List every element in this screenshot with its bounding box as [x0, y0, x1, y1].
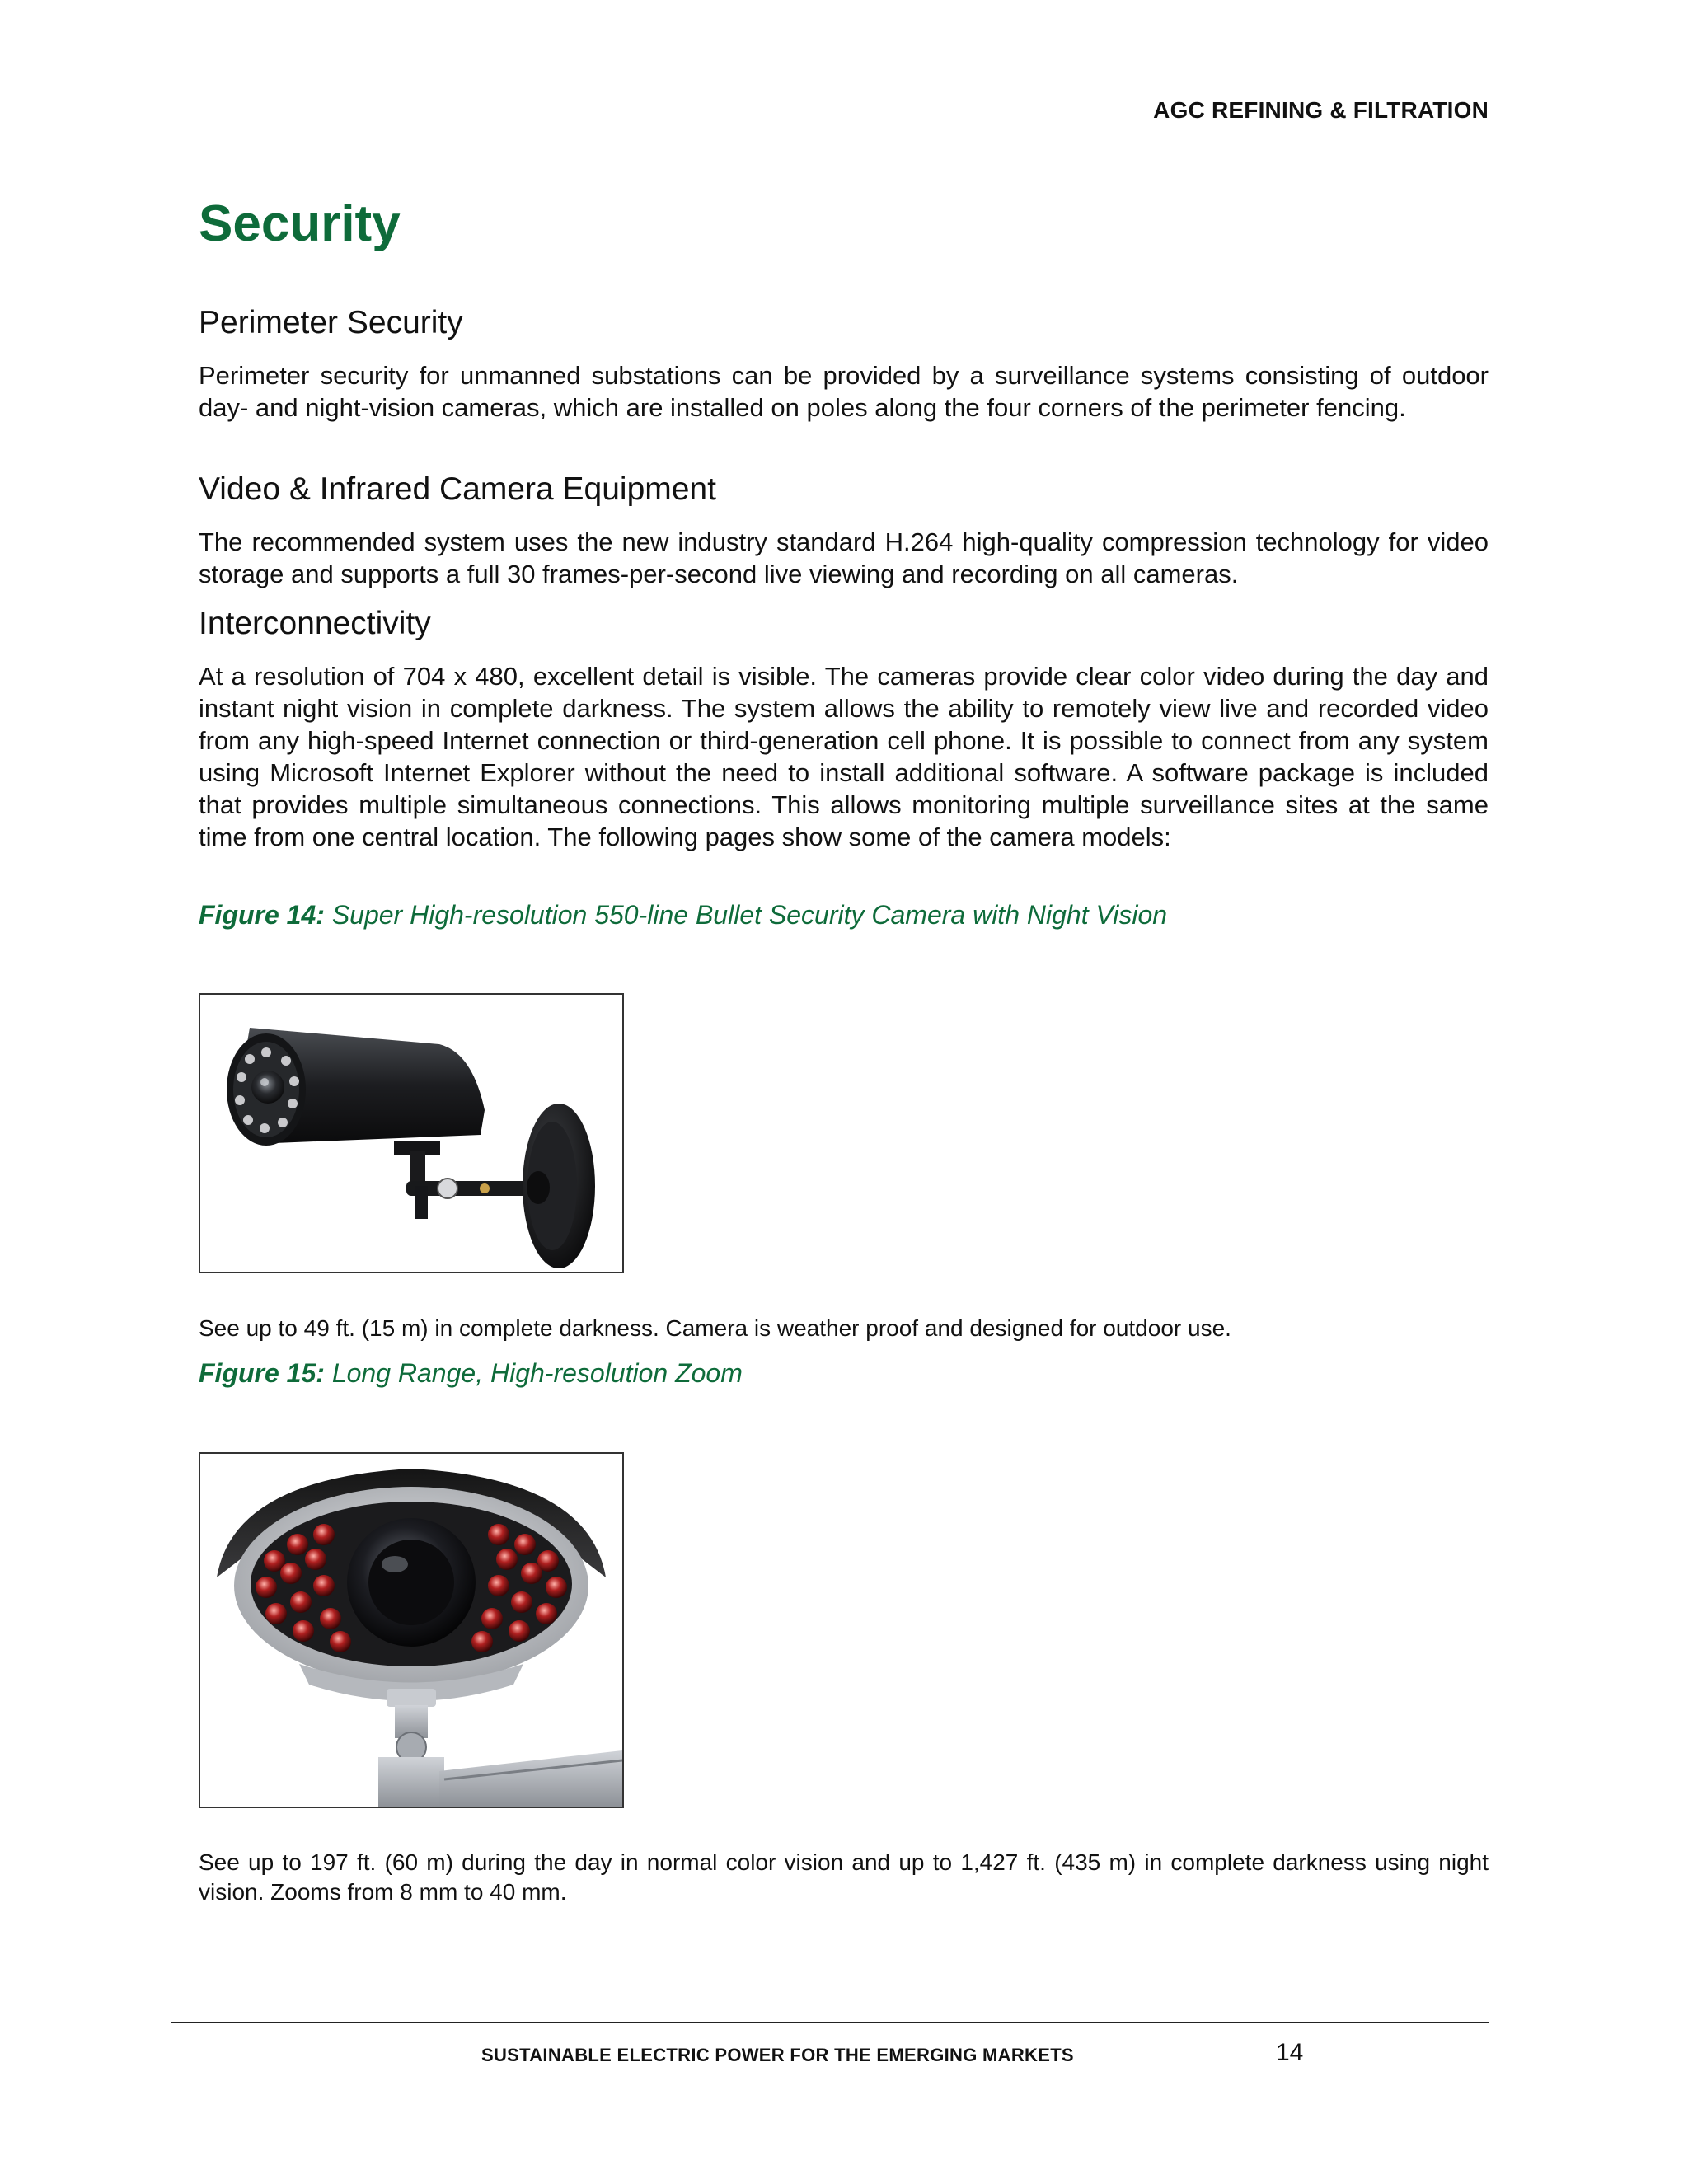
- figure-14-note: See up to 49 ft. (15 m) in complete darkness. Camera is weather proof and designed for outdoor use.: [199, 1315, 1231, 1341]
- section-body-perimeter: Perimeter security for unmanned substations can be provided by a surveillance systems consisting of outdoor day- and night-vision cameras, which are installed on poles along the four corners of the perimeter fencing.: [199, 361, 1489, 422]
- bullet-camera-image: [199, 993, 624, 1273]
- page-number: 14: [1276, 2039, 1304, 2066]
- figure-15-label: Figure 15:: [199, 1358, 325, 1388]
- footer-divider: [171, 2022, 1489, 2023]
- page-title: Security: [199, 195, 401, 252]
- figure-14-title: Super High-resolution 550-line Bullet Security Camera with Night Vision: [331, 900, 1168, 930]
- section-heading-interconnectivity: Interconnectivity: [199, 606, 431, 641]
- section-body-video-equipment: The recommended system uses the new industry standard H.264 high-quality compression technology for video storage and supports a full 30 frames-per-second live viewing and recording on all cameras.: [199, 527, 1489, 588]
- figure-14-caption: [199, 900, 1167, 930]
- section-heading-perimeter: Perimeter Security: [199, 305, 463, 340]
- section-body-interconnectivity: At a resolution of 704 x 480, excellent detail is visible. The cameras provide clear color video during the day and instant night vision in complete darkness. The system allows the ability to remotely view live and recorded video from any high-speed Internet connection or third-generation cell phone. It is possible to connect from any system using Microsoft Internet Explorer without the need to install additional software. A software package is included that provides multiple simultaneous connections. This allows monitoring multiple surveillance sites at the same time from one central location. The following pages show some of the camera models:: [199, 662, 1489, 851]
- section-heading-video-equipment: Video & Infrared Camera Equipment: [199, 471, 716, 507]
- figure-15-caption: [199, 1358, 743, 1389]
- running-header: AGC REFINING & FILTRATION: [1153, 97, 1489, 123]
- figure-15-note: See up to 197 ft. (60 m) during the day in normal color vision and up to 1,427 ft. (435 m) in complete darkness using night vision. Zooms from 8 mm to 40 mm.: [199, 1849, 1489, 1905]
- zoom-camera-image: [199, 1452, 624, 1808]
- running-footer: SUSTAINABLE ELECTRIC POWER FOR THE EMERGING MARKETS: [481, 2045, 1074, 2065]
- figure-14-label: Figure 14:: [199, 900, 325, 930]
- figure-15-title: Long Range, High-resolution Zoom: [331, 1358, 743, 1388]
